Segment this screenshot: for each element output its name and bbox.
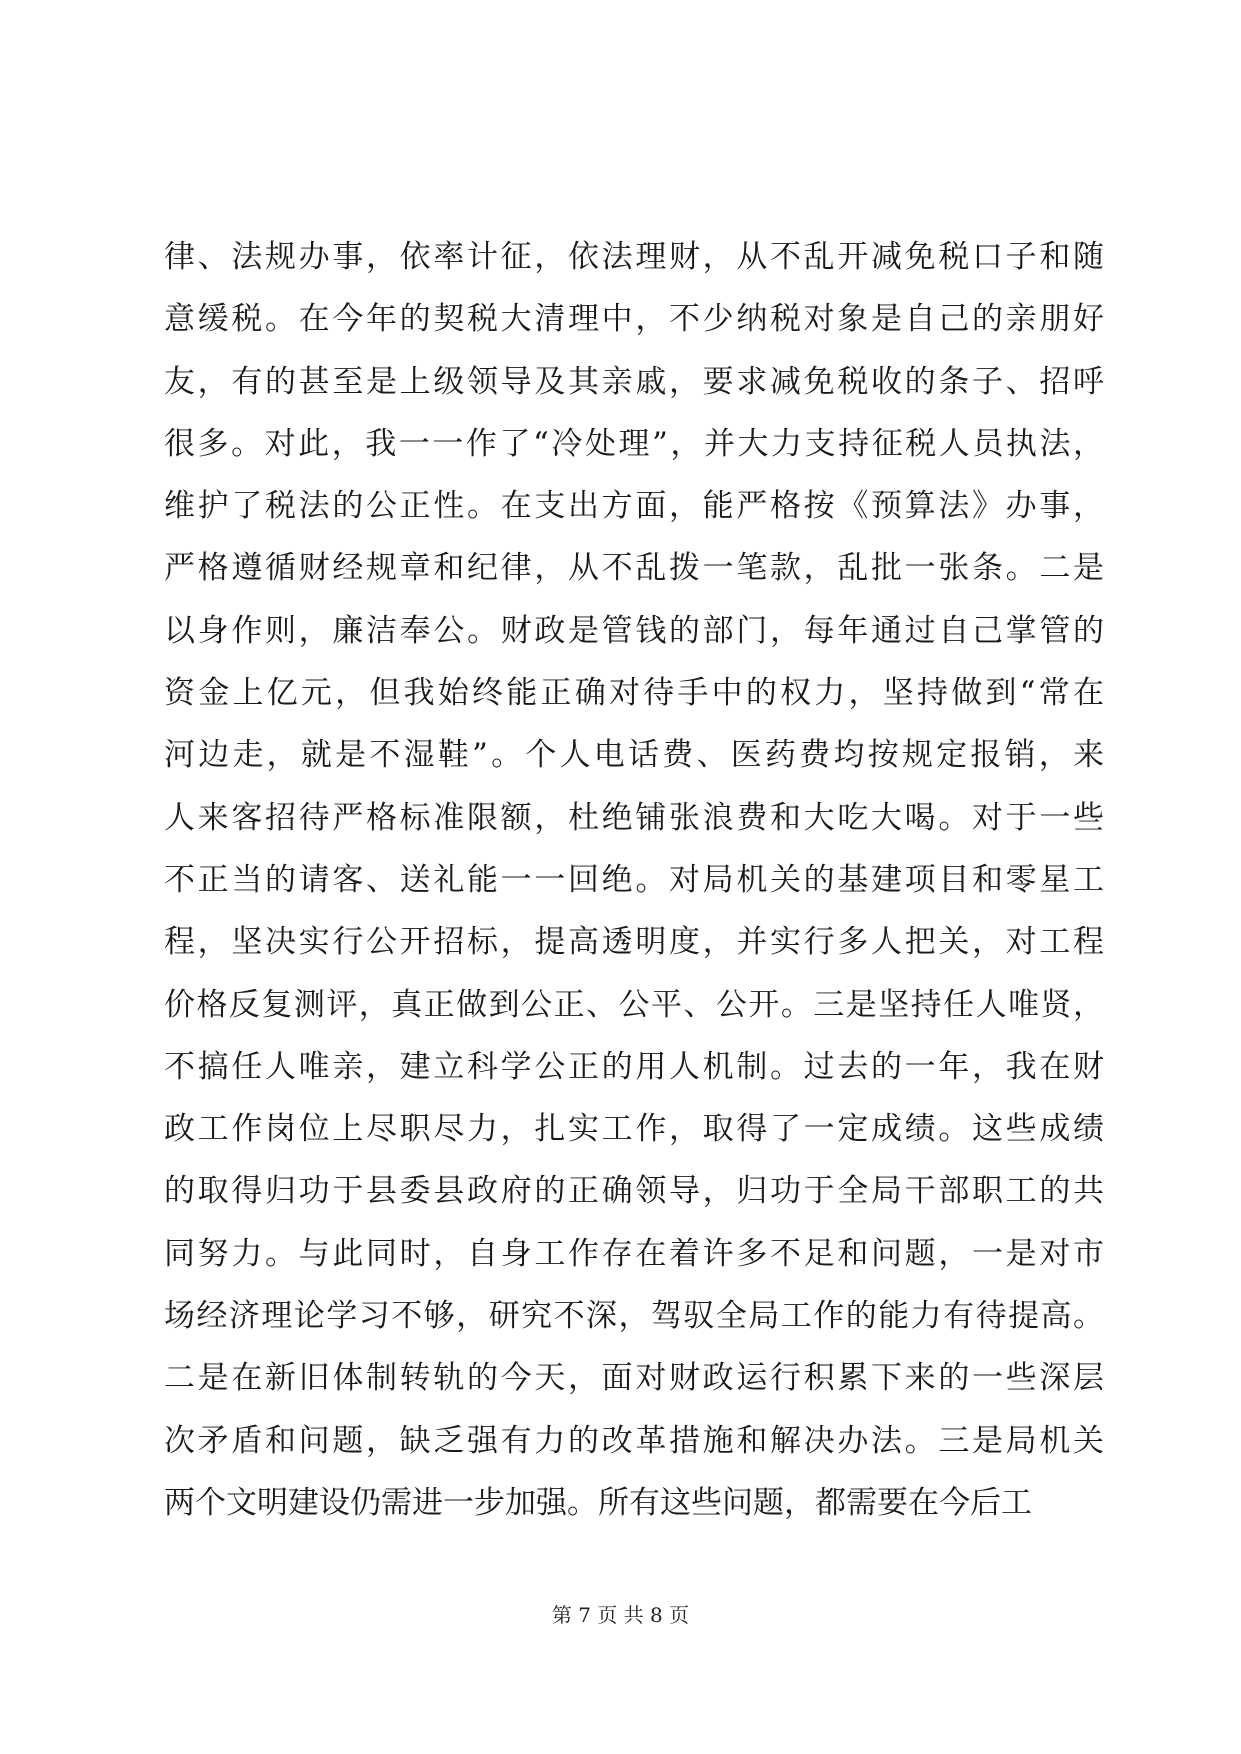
text-line: 友，有的甚至是上级领导及其亲戚，要求减免税收的条子、招呼 (164, 363, 1104, 400)
text-line: 资金上亿元，但我始终能正确对待手中的权力，坚持做到“常在 (164, 675, 1104, 712)
text-line: 政工作岗位上尽职尽力，扎实工作，取得了一定成绩。这些成绩 (164, 1111, 1104, 1148)
text-line: 价格反复测评，真正做到公正、公平、公开。三是坚持任人唯贤， (164, 986, 1104, 1023)
text-line: 不搞任人唯亲，建立科学公正的用人机制。过去的一年，我在财 (164, 1048, 1104, 1085)
text-line: 的取得归功于县委县政府的正确领导，归功于全局干部职工的共 (164, 1173, 1104, 1210)
text-line: 不正当的请客、送礼能一一回绝。对局机关的基建项目和零星工 (164, 861, 1104, 898)
text-line: 意缓税。在今年的契税大清理中，不少纳税对象是自己的亲朋好 (164, 301, 1104, 338)
text-line: 同努力。与此同时，自身工作存在着许多不足和问题，一是对市 (164, 1235, 1104, 1272)
text-line: 程，坚决实行公开招标，提高透明度，并实行多人把关，对工程 (164, 924, 1104, 961)
text-line: 次矛盾和问题，缺乏强有力的改革措施和解决办法。三是局机关 (164, 1422, 1104, 1459)
text-line: 人来客招待严格标准限额，杜绝铺张浪费和大吃大喝。对于一些 (164, 799, 1104, 836)
text-line: 场经济理论学习不够，研究不深，驾驭全局工作的能力有待提高。 (164, 1298, 1104, 1335)
body-text (164, 226, 1104, 1534)
text-line: 两个文明建设仍需进一步加强。所有这些问题，都需要在今后工 (164, 1484, 1032, 1521)
text-line: 很多。对此，我一一作了“冷处理”，并大力支持征税人员执法， (164, 425, 1104, 462)
text-line: 二是在新旧体制转轨的今天，面对财政运行积累下来的一些深层 (164, 1360, 1104, 1397)
text-line: 律、法规办事，依率计征，依法理财，从不乱开减免税口子和随 (164, 239, 1104, 275)
text-line: 以身作则，廉洁奉公。财政是管钱的部门，每年通过自己掌管的 (164, 612, 1104, 649)
text-line: 维护了税法的公正性。在支出方面，能严格按《预算法》办事， (164, 488, 1104, 525)
page-footer: 第 7 页 共 8 页 (551, 1603, 690, 1627)
text-line: 河边走，就是不湿鞋”。个人电话费、医药费均按规定报销，来 (164, 737, 1104, 774)
text-line: 严格遵循财经规章和纪律，从不乱拨一笔款，乱批一张条。二是 (164, 550, 1104, 587)
